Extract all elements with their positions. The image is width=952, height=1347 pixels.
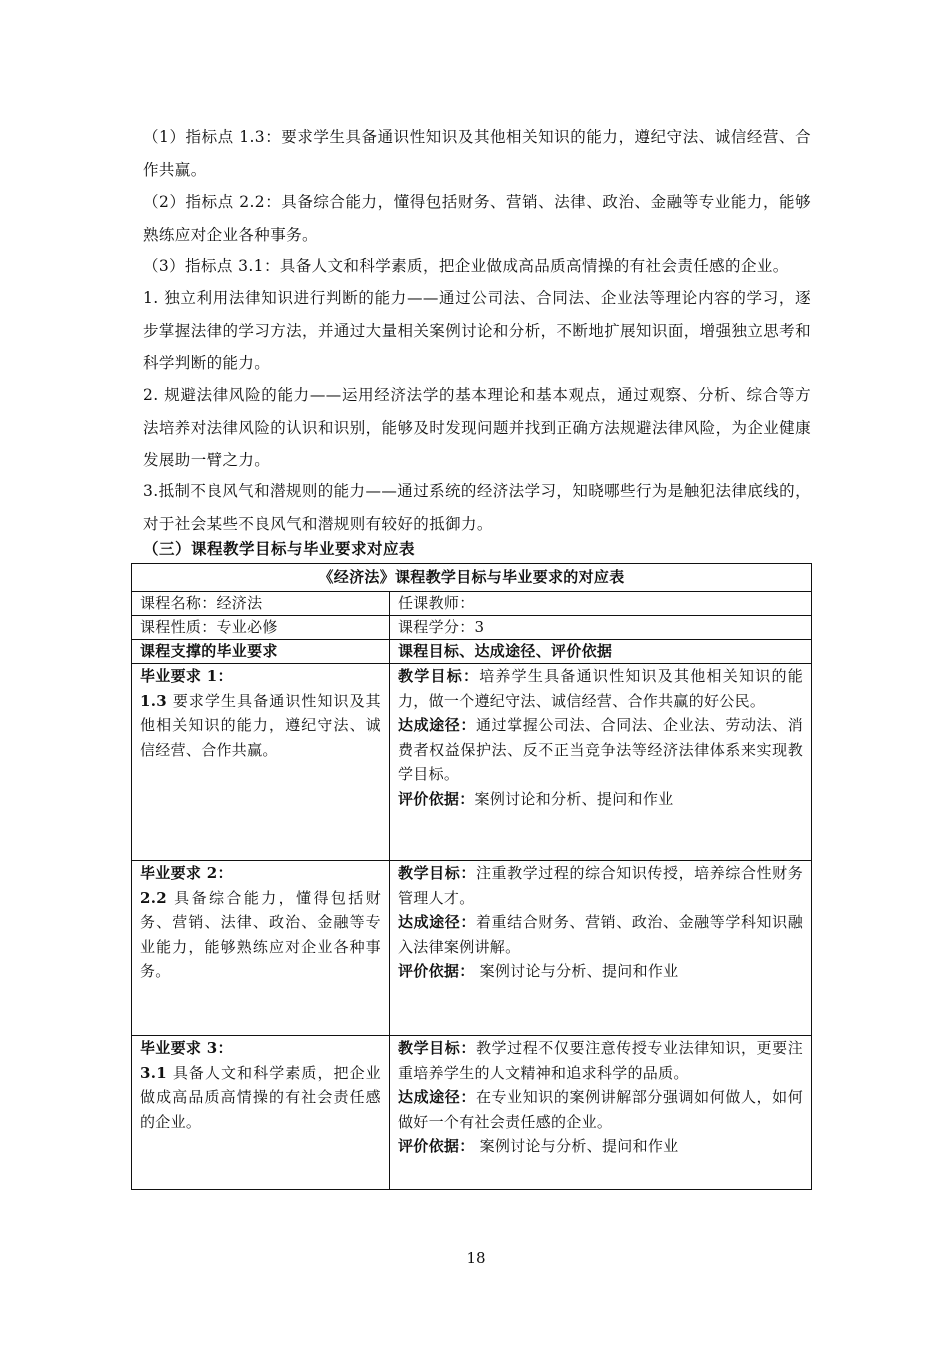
paragraph-ability-3: 3.抵制不良风气和潜规则的能力——通过系统的经济法学习，知晓哪些行为是触犯法律底线的，对于社会某些不良风气和潜规则有较好的抵御力。 xyxy=(143,482,811,533)
goal-text: 注重教学过程的综合知识传授，培养综合性财务管理人才。 xyxy=(398,864,804,907)
table-row xyxy=(132,861,812,1036)
requirement-text: 要求学生具备通识性知识及其他相关知识的能力，遵纪守法、诚信经营、合作共赢。 xyxy=(140,691,381,759)
table-row xyxy=(132,1036,812,1190)
table-title-row xyxy=(132,564,812,592)
requirement-text: 具备综合能力，懂得包括财务、营销、法律、政治、金融等专业能力，能够熟练应对企业各种事务。 xyxy=(140,888,381,980)
credits-cell: 课程学分：3 xyxy=(390,616,812,640)
goal-label: 教学目标： xyxy=(398,1039,476,1057)
table-title: 《经济法》课程教学目标与毕业要求的对应表 xyxy=(132,564,812,592)
eval-label: 评价依据： xyxy=(398,962,475,980)
goal-text: 教学过程不仅要注意传授专业法律知识，更要注重培养学生的人文精神和追求科学的品质。 xyxy=(398,1039,804,1082)
requirement-point: 3.1 xyxy=(140,1063,167,1082)
requirement-cell xyxy=(132,861,390,1036)
paragraph-indicator-3-1: （3）指标点 3.1：具备人文和科学素质，把企业做成高品质高情操的有社会责任感的企业。 xyxy=(143,257,789,275)
course-name-cell: 课程名称：经济法 xyxy=(132,592,390,616)
teacher-cell: 任课教师： xyxy=(390,592,812,616)
path-label: 达成途径： xyxy=(398,716,476,734)
path-label: 达成途径： xyxy=(398,913,476,931)
requirement-point: 2.2 xyxy=(140,888,167,907)
table-header-row xyxy=(132,640,812,664)
course-nature-cell: 课程性质：专业必修 xyxy=(132,616,390,640)
paragraph-ability-2: 2. 规避法律风险的能力——运用经济法学的基本理论和基本观点，通过观察、分析、综合等方法培养对法律风险的认识和识别，能够及时发现问题并找到正确方法规避法律风险，为企业健康发展助一臂之力。 xyxy=(143,386,811,469)
eval-label: 评价依据： xyxy=(398,1137,475,1155)
goal-label: 教学目标： xyxy=(398,864,476,882)
eval-label: 评价依据： xyxy=(398,789,475,808)
requirement-point: 1.3 xyxy=(140,691,167,710)
requirement-title: 毕业要求 1： xyxy=(140,667,233,685)
requirement-title: 毕业要求 3： xyxy=(140,1039,233,1057)
paragraph-indicator-1-3: （1）指标点 1.3：要求学生具备通识性知识及其他相关知识的能力，遵纪守法、诚信经营、合作共赢。 xyxy=(143,128,811,179)
objective-cell xyxy=(390,1036,812,1190)
goal-label: 教学目标： xyxy=(398,667,480,685)
header-right: 课程目标、达成途径、评价依据 xyxy=(390,640,812,664)
eval-text: 案例讨论与分析、提问和作业 xyxy=(474,962,679,980)
path-text: 着重结合财务、营销、政治、金融等学科知识融入法律案例讲解。 xyxy=(398,913,804,956)
goal-text: 培养学生具备通识性知识及其他相关知识的能力，做一个遵纪守法、诚信经营、合作共赢的好公民。 xyxy=(398,667,803,710)
page-number: 18 xyxy=(466,1249,486,1267)
requirement-text: 具备人文和科学素质，把企业做成高品质高情操的有社会责任感的企业。 xyxy=(140,1063,381,1131)
path-text: 通过掌握公司法、合同法、企业法、劳动法、消费者权益保护法、反不正当竞争法等经济法律体系来实现教学目标。 xyxy=(398,716,804,783)
paragraph-indicator-2-2: （2）指标点 2.2：具备综合能力，懂得包括财务、营销、法律、政治、金融等专业能力，能够熟练应对企业各种事务。 xyxy=(143,193,811,244)
requirement-title: 毕业要求 2： xyxy=(140,864,233,882)
path-label: 达成途径： xyxy=(398,1088,476,1106)
eval-text: 案例讨论与分析、提问和作业 xyxy=(474,1137,679,1155)
eval-text: 案例讨论和分析、提问和作业 xyxy=(474,789,674,808)
table-row xyxy=(132,616,812,640)
paragraph-ability-1: 1. 独立利用法律知识进行判断的能力——通过公司法、合同法、企业法等理论内容的学习，逐步掌握法律的学习方法，并通过大量相关案例讨论和分析，不断地扩展知识面，增强独立思考和科学判断的能力。 xyxy=(143,289,811,372)
requirement-cell xyxy=(132,1036,390,1190)
requirement-cell xyxy=(132,664,390,861)
header-left: 课程支撑的毕业要求 xyxy=(132,640,390,664)
objective-cell xyxy=(390,861,812,1036)
section-title: （三）课程教学目标与毕业要求对应表 xyxy=(143,539,416,558)
path-text: 在专业知识的案例讲解部分强调如何做人，如何做好一个有社会责任感的企业。 xyxy=(398,1088,804,1131)
table-row xyxy=(132,592,812,616)
mapping-table xyxy=(131,563,812,1190)
table-row xyxy=(132,664,812,861)
objective-cell xyxy=(390,664,812,861)
